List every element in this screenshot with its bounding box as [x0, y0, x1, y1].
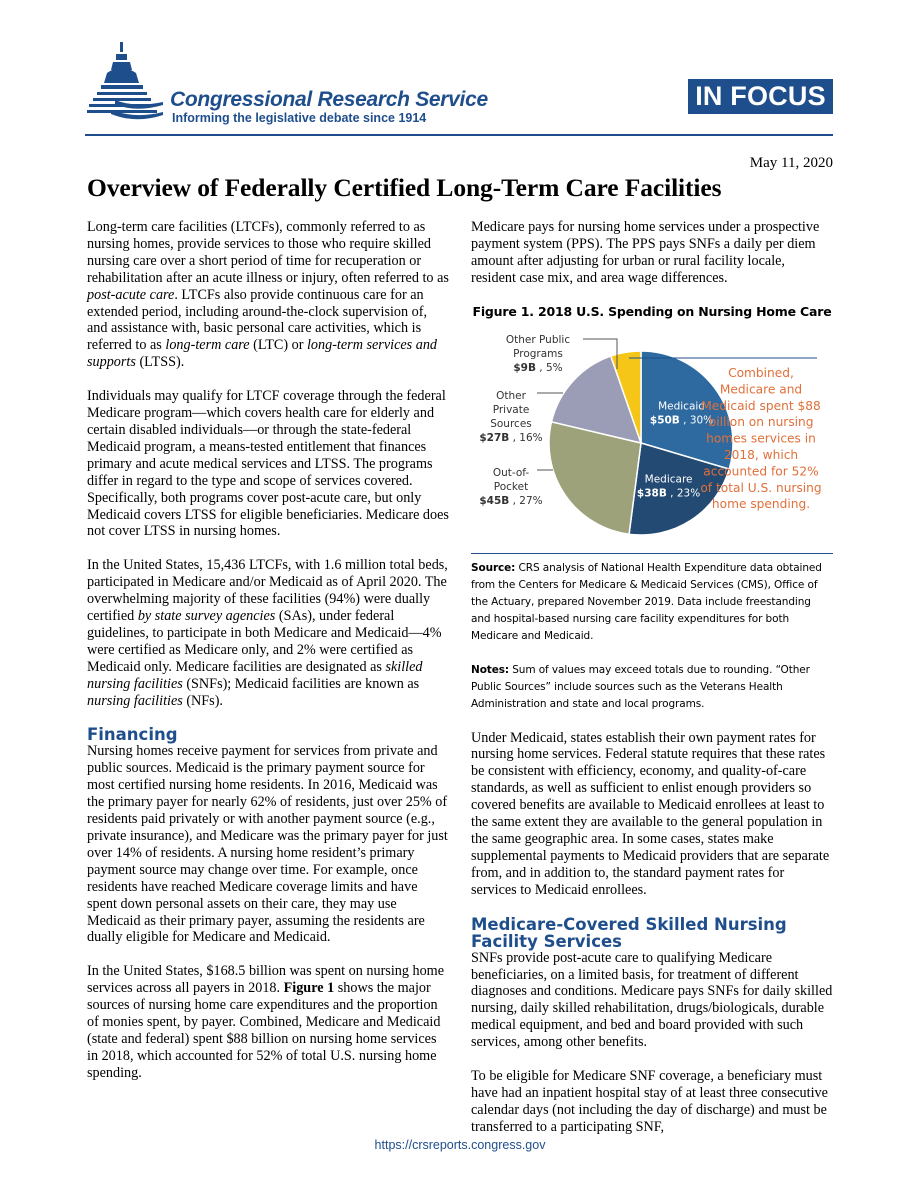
org-name: Congressional Research Service [170, 88, 488, 111]
figure-title: Figure 1. 2018 U.S. Spending on Nursing Home Care [472, 303, 832, 319]
callout-text: Medicaid spent $88 [701, 398, 821, 413]
capitol-dome-logo [85, 40, 165, 128]
callout-text: of total U.S. nursing [700, 480, 822, 495]
slice-value-label: $50B , 30% [649, 414, 714, 427]
org-tagline: Informing the legislative debate since 1914 [172, 111, 427, 125]
header-rule [85, 134, 833, 136]
publication-date: May 11, 2020 [749, 155, 833, 171]
certification-paragraph: In the United States, 15,436 LTCFs, with 1.6 million total beds, participated in Medicare and/or Medicaid as of April 2020. The overwhelming majority of these facilities (94%) were dually certified by state survey agencies (SAs), under federal guidelines, to participate in both Medicare and Medicaid—4% were certified as Medicare only, and 2% were certified as Medicaid only. Medicare facilities are designated as skilled nursing facilities (SNFs); Medicaid facilities are known as nursing facilities (NFs). [87, 557, 448, 709]
footer-url[interactable]: https://crsreports.congress.gov [374, 1138, 546, 1152]
figure-notes: Notes: Sum of values may exceed totals due to rounding. “Other Public Sources” include sources such as the Veterans Health Administration and state and local programs. [471, 663, 810, 710]
slice-value-label: $38B , 23% [636, 486, 701, 499]
slice-label: Other [496, 389, 526, 402]
callout-text: accounted for 52% [703, 463, 819, 478]
callout-text: Combined, [728, 365, 794, 380]
callout-text: Medicare and [719, 381, 803, 396]
pie-chart [471, 327, 833, 549]
snf-heading: Medicare-Covered Skilled Nursing Facility Services [471, 914, 787, 951]
left-column [87, 219, 449, 1099]
slice-value-label: $45B , 27% [479, 494, 543, 507]
medicaid-rates-paragraph: Under Medicaid, states establish their own payment rates for nursing home services. Federal statute requires that these rates be consistent with efficiency, economy, and quality-of-care standards, as well as sufficient to enlist enough providers so covered benefits are available to Medicaid enrollees at least to the same extent they are available to the general population in the same geographic area. In some cases, states make supplemental payments to Medicaid providers that are separate from, and in addition to, the standard payment rates for services to Medicaid enrollees. [471, 729, 830, 898]
slice-label: Other Public [505, 333, 571, 346]
intro-paragraph: Long-term care facilities (LTCFs), commonly referred to as nursing homes, provide services to those who require skilled nursing care over a short period of time for recuperation or rehabilitation after an acute illness or injury, often referred to as post-acute care. LTCFs also provide continuous care for an extended period, including around-the-clock supervision of, and assistance with, basic personal care activities, which is referred to as long-term care (LTC) or long-term services and supports (LTSS). [87, 219, 449, 371]
slice-label: Programs [513, 347, 563, 360]
callout-text: 2018, which [723, 447, 799, 462]
in-focus-badge: IN FOCUS [688, 79, 833, 114]
callout-text: billion on nursing [708, 414, 814, 429]
slice-value-label: $27B , 16% [479, 431, 543, 444]
slice-value-label: $9B , 5% [513, 361, 563, 374]
slice-label: Out-of- [492, 466, 530, 479]
slice-label: Medicare [644, 472, 693, 485]
figure-source: Source: CRS analysis of National Health Expenditure data obtained from the Centers for Medicare & Medicaid Services (CMS), Office of the Actuary, prepared November 2019. Data include freestanding and hospital-based nursing care facility expenditures for both Medicare and Medicaid. [471, 561, 822, 642]
page-title: Overview of Federally Certified Long-Term Care Facilities [87, 173, 722, 202]
snf-paragraph: SNFs provide post-acute care to qualifying Medicare beneficiaries, on a limited basis, for treatment of different diagnoses and conditions. Medicare pays SNFs for daily skilled nursing, daily skilled rehabilitation, drugs/biologicals, durable medical equipment, and bed and board provided with such services, among other benefits. [471, 949, 833, 1051]
slice-label: Medicaid [658, 400, 705, 413]
slice-label: Pocket [493, 480, 529, 493]
financing-heading: Financing [87, 725, 178, 745]
callout-text: home spending. [711, 496, 811, 511]
figure-1 [471, 327, 833, 549]
spending-paragraph: In the United States, $168.5 billion was spent on nursing home services across all payers in 2018. Figure 1 shows the major sources of nursing home care expenditures and the proportion of monies spent, by payer. Combined, Medicare and Medicaid (state and federal) spent $88 billion on nursing home services in 2018, which accounted for 52% of total U.S. nursing home spending. [87, 963, 445, 1081]
financing-paragraph: Nursing homes receive payment for services from private and public sources. Medicaid is the primary payment source for most certified nursing home residents. In 2016, Medicaid was the primary payer for nearly 62% of residents, just over 25% of residents paid privately or with another payment source (e.g., private insurance), and Medicare was the primary payer for just over 14% of residents. A nursing home resident’s primary payment source may change over time. For example, once residents have reached Medicare coverage limits and have spent down personal assets on their care, they may use Medicaid as their primary payer, assuming the residents are dually eligible for Medicare and Medicaid. [87, 743, 448, 946]
callout-text: homes services in [706, 431, 816, 446]
pps-paragraph: Medicare pays for nursing home services under a prospective payment system (PPS). The PPS pays SNFs a daily per diem amount after adjusting for urban or rural facility locale, resident case mix, and area wage differences. [471, 219, 820, 286]
slice-label: Sources [490, 417, 532, 430]
right-column [471, 219, 833, 1136]
figure-rule [471, 553, 833, 554]
eligibility-paragraph: Individuals may qualify for LTCF coverage through the federal Medicare program—which covers health care for elderly and certain disabled individuals—or through the state-federal Medicaid program, a means-tested entitlement that finances primary and acute medical services and LTSS. The programs differ in regard to the type and scope of services covered. Specifically, both programs cover post-acute care, but only Medicaid covers LTSS for eligible beneficiaries. Medicare does not cover LTSS in nursing homes. [87, 388, 449, 540]
snf-eligibility-paragraph: To be eligible for Medicare SNF coverage, a beneficiary must have had an inpatient hospital stay of at least three consecutive calendar days (not including the day of discharge) and must be transferred to a participating SNF, [471, 1068, 828, 1135]
slice-label: Private [492, 403, 530, 416]
